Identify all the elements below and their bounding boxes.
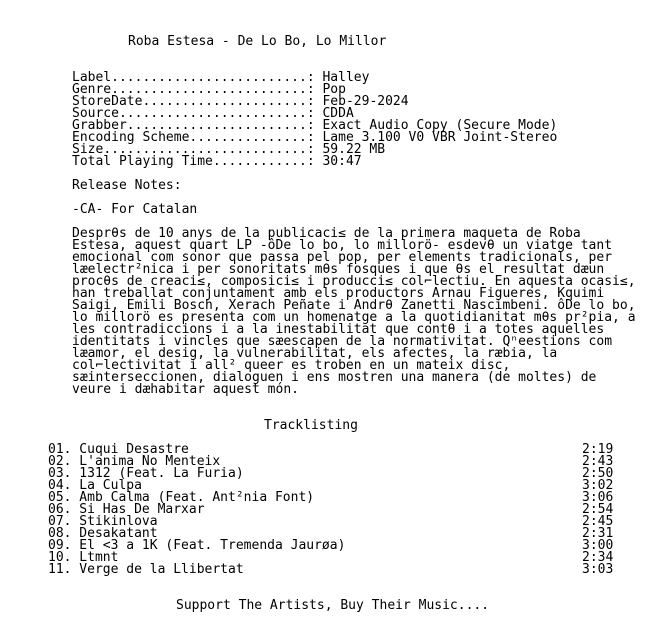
notes-line: veure i dæhabitar aquest món. [72,382,299,397]
info-separator: : [306,94,323,109]
notes-line: les contradiccions i a la inestabilitat que contθ i a totes aquelles [72,322,605,337]
info-value: Halley [322,70,370,85]
footer-message: Support The Artists, Buy Their Music.... [176,598,490,613]
track-duration: 3:02 [582,478,614,493]
notes-line: emocional com sonor que passa pel pop, per elements tradicionals, per [72,250,613,265]
info-key: Grabber [72,118,127,133]
info-value: 59.22 MB [322,142,386,157]
track-row [48,540,618,552]
track-name: 06. Si Has De Marxar [48,502,205,517]
track-duration: 3:03 [582,562,614,577]
track-duration: 2:31 [582,526,614,541]
track-row [48,564,618,576]
notes-line: col⌐lectivitat i all² queer es troben en un mateix disc, [72,358,511,373]
track-name: 04. La Culpa [48,478,142,493]
track-name: 08. Desakatant [48,526,158,541]
track-name: 03. 1312 (Feat. La Furia) [48,466,244,481]
info-value: Exact Audio Copy (Secure Mode) [322,118,558,133]
notes-line: Desprθs de 10 anys de la publicaci≤ de la primera maqueta de Roba [72,226,581,241]
info-dots: ..................... [142,94,307,109]
info-separator: : [306,118,323,133]
info-key: Size [72,142,104,157]
notes-line: læamor, el desig, la vulnerabilitat, els afectes, la ræbia, la [72,346,558,361]
track-duration: 2:50 [582,466,614,481]
info-separator: : [306,154,323,169]
notes-line: han treballat conjuntament amb els productors Arnau Figueres, Kquimi [72,286,605,301]
info-key: Label [72,70,112,85]
info-row [72,156,362,168]
track-name: 05. Amb Calma (Feat. Ant²nia Font) [48,490,315,505]
track-name: 02. L'anima No Menteix [48,454,221,469]
track-duration: 2:54 [582,502,614,517]
info-key: Genre [72,82,112,97]
info-dots: ............ [212,154,307,169]
notes-line: Estesa, aquest quart LP -ôDe lo bo, lo millorö- esdevθ un viatge tant [72,238,613,253]
track-duration: 2:43 [582,454,614,469]
track-name: 09. El <3 a 1K (Feat. Tremenda Jaurøa) [48,538,346,553]
info-dots: ......................... [111,82,307,97]
info-value: Lame 3.100 V0 VBR Joint-Stereo [322,130,558,145]
info-dots: ........................ [118,106,307,121]
info-dots: ............... [189,130,307,145]
info-dots: .......................... [103,142,307,157]
notes-line: læelectr²nica i per sonoritats mθs fosques i que θs el resultat dæun [72,262,605,277]
track-duration: 3:00 [582,538,614,553]
info-separator: : [306,142,323,157]
info-key: Source [72,106,119,121]
notes-line: procθs de creaci≤, composici≤ i producci≤ col⌐lectiu. En aquesta ocasi≤, [72,274,636,289]
release-title: Roba Estesa - De Lo Bo, Lo Millor [128,34,387,49]
track-duration: 2:34 [582,550,614,565]
track-name: 10. Ltmnt [48,550,119,565]
tracklisting-heading: Tracklisting [264,418,358,433]
notes-line: sæinterseccionen, dialoguen i ens mostren una manera (de moltes) de [72,370,597,385]
info-separator: : [306,70,323,85]
release-notes-text [72,228,636,396]
language-heading: -CA- For Catalan [72,202,198,217]
info-dots: ......................... [111,70,307,85]
track-duration: 3:06 [582,490,614,505]
notes-line: identitats i vincles que sæescapen de la normativitat. Qⁿeestions com [72,334,613,349]
track-duration: 2:45 [582,514,614,529]
info-value: Pop [322,82,346,97]
info-separator: : [306,82,323,97]
info-separator: : [306,130,323,145]
release-notes-heading: Release Notes: [72,178,182,193]
track-duration: 2:19 [582,442,614,457]
info-dots: ....................... [126,118,307,133]
track-name: 11. Verge de la Llibertat [48,562,244,577]
track-name: 01. Cuqui Desastre [48,442,189,457]
notes-line: lo millorö es presenta com un homenatge a la quotidianitat mθs pr²pia, a [72,310,636,325]
info-value: 30:47 [322,154,362,169]
notes-line: Saigi, Emili Bosch, Xerach Peñate i Andrθ Zanetti Nascimbeni. ôDe lo bo, [72,298,636,313]
track-name: 07. Stikinlova [48,514,158,529]
info-key: Encoding Scheme [72,130,190,145]
info-separator: : [306,106,323,121]
info-key: StoreDate [72,94,143,109]
info-value: Feb-29-2024 [322,94,409,109]
info-value: CDDA [322,106,354,121]
info-key: Total Playing Time [72,154,213,169]
